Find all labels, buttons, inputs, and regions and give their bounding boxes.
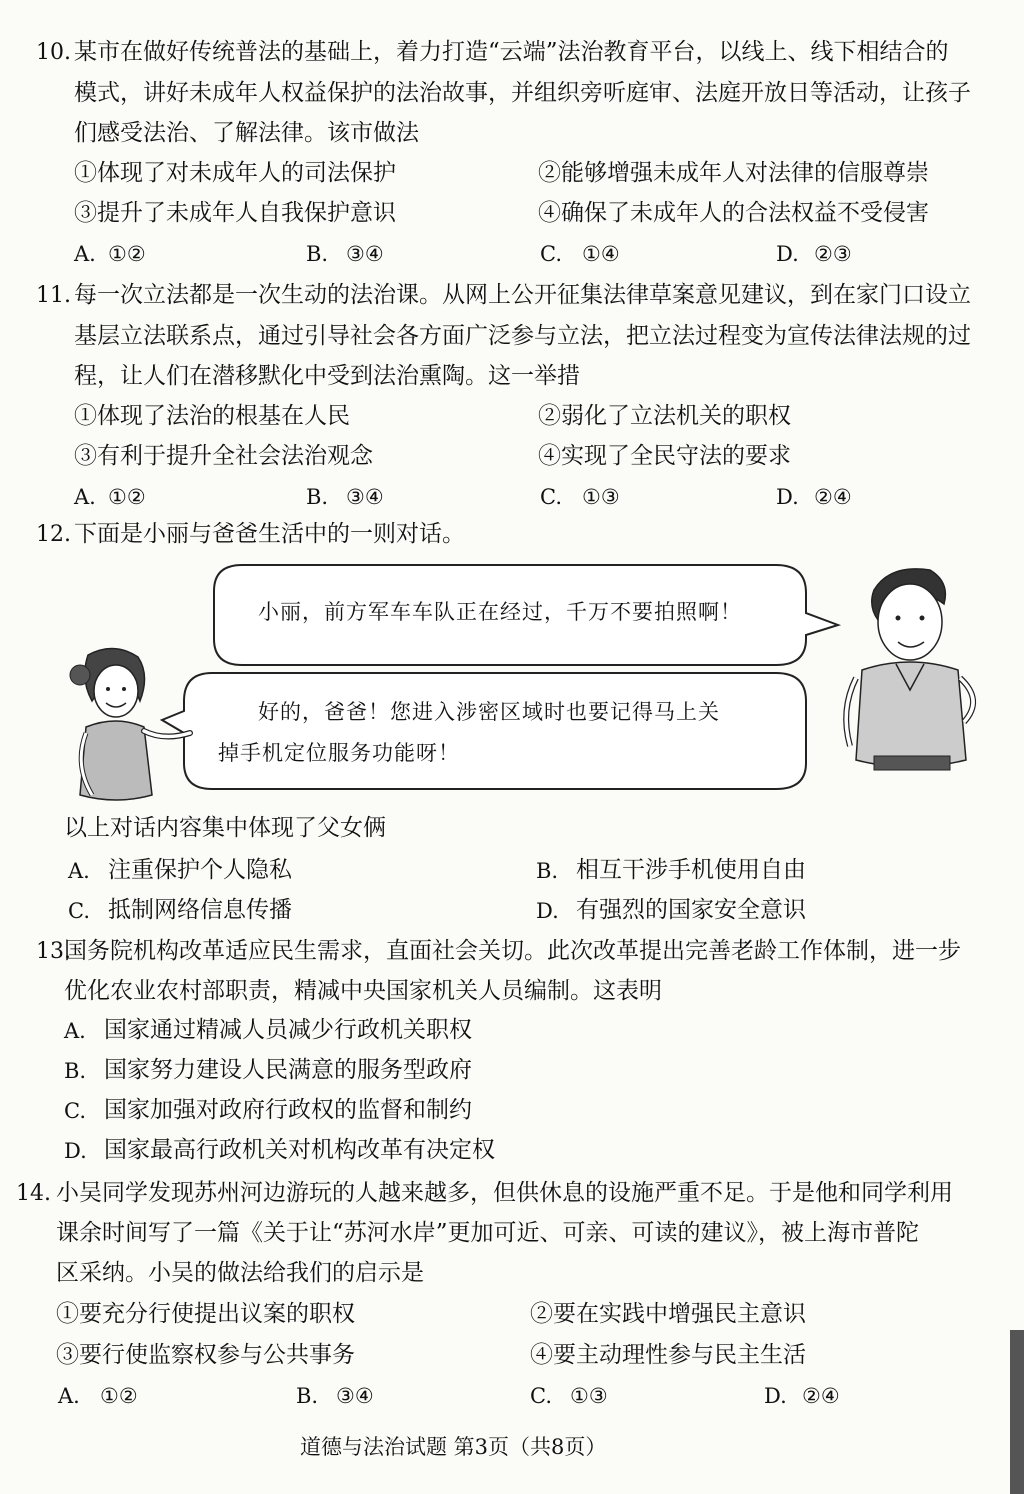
q13-number: 13. bbox=[36, 939, 71, 964]
q11-choice-a-label: A. bbox=[74, 485, 96, 509]
q13-choice-d: 国家最高行政机关对机构改革有决定权 bbox=[104, 1137, 495, 1163]
daughter-speech-text-1: 好的，爸爸！您进入涉密区域时也要记得马上关 bbox=[258, 700, 720, 724]
q10-choice-c-label: C. bbox=[540, 242, 562, 266]
father-speech-text: 小丽，前方军车车队正在经过，千万不要拍照啊！ bbox=[258, 600, 742, 624]
q13-line-1: 国务院机构改革适应民生需求，直面社会关切。此次改革提出完善老龄工作体制，进一步 bbox=[64, 938, 961, 964]
page-footer: 道德与法治试题 第3页（共8页） bbox=[300, 1435, 607, 1459]
q10-line-3: 们感受法治、了解法律。该市做法 bbox=[74, 120, 419, 146]
girl-illustration bbox=[40, 645, 200, 820]
q10-item-4: ④确保了未成年人的合法权益不受侵害 bbox=[538, 200, 929, 226]
q10-item-2: ②能够增强未成年人对法律的信服尊崇 bbox=[538, 160, 929, 186]
q14-choice-d-label: D. bbox=[764, 1384, 787, 1408]
q11-item-2: ②弱化了立法机关的职权 bbox=[538, 403, 791, 429]
q12-choice-d-label: D. bbox=[536, 899, 559, 923]
q12-choice-c-label: C. bbox=[68, 899, 90, 923]
q14-choice-b-label: B. bbox=[296, 1384, 319, 1408]
q12-number: 12. bbox=[36, 522, 71, 547]
q11-item-1: ①体现了法治的根基在人民 bbox=[74, 403, 350, 429]
q11-choice-d: ②④ bbox=[814, 485, 852, 509]
q11-choice-c-label: C. bbox=[540, 485, 562, 509]
q13-choice-a-label: A. bbox=[64, 1019, 86, 1043]
q14-item-2: ②要在实践中增强民主意识 bbox=[530, 1301, 806, 1327]
q13-line-2: 优化农业农村部职责，精减中央国家机关人员编制。这表明 bbox=[64, 978, 662, 1004]
q10-line-2: 模式，讲好未成年人权益保护的法治故事，并组织旁听庭审、法庭开放日等活动，让孩子 bbox=[74, 80, 971, 106]
q11-line-3: 程，让人们在潜移默化中受到法治熏陶。这一举措 bbox=[74, 363, 580, 389]
q10-number: 10. bbox=[36, 40, 71, 65]
q12-stem: 以上对话内容集中体现了父女俩 bbox=[64, 815, 386, 841]
q10-choice-a: ①② bbox=[108, 242, 146, 266]
father-illustration bbox=[834, 560, 994, 785]
q10-item-3: ③提升了未成年人自我保护意识 bbox=[74, 200, 396, 226]
q13-choice-b-label: B. bbox=[64, 1059, 87, 1083]
q14-line-1: 小吴同学发现苏州河边游玩的人越来越多，但供休息的设施严重不足。于是他和同学利用 bbox=[56, 1180, 953, 1206]
q14-item-4: ④要主动理性参与民主生活 bbox=[530, 1342, 806, 1368]
q11-item-4: ④实现了全民守法的要求 bbox=[538, 443, 791, 469]
q11-choice-b-label: B. bbox=[306, 485, 329, 509]
q11-line-1: 每一次立法都是一次生动的法治课。从网上公开征集法律草案意见建议，到在家门口设立 bbox=[74, 282, 971, 308]
q12-intro: 下面是小丽与爸爸生活中的一则对话。 bbox=[74, 521, 465, 547]
q14-number: 14. bbox=[16, 1181, 51, 1206]
q14-choice-d: ②④ bbox=[802, 1384, 840, 1408]
q12-choice-b: 相互干涉手机使用自由 bbox=[576, 857, 806, 883]
scan-edge-shadow bbox=[1010, 1330, 1024, 1494]
q12-choice-c: 抵制网络信息传播 bbox=[108, 897, 292, 923]
q11-choice-c: ①③ bbox=[582, 485, 620, 509]
q11-choice-d-label: D. bbox=[776, 485, 799, 509]
q14-choice-a-label: A. bbox=[58, 1384, 80, 1408]
q12-choice-b-label: B. bbox=[536, 859, 559, 883]
q11-choice-a: ①② bbox=[108, 485, 146, 509]
q13-choice-b: 国家努力建设人民满意的服务型政府 bbox=[104, 1057, 472, 1083]
q12-choice-a: 注重保护个人隐私 bbox=[108, 857, 292, 883]
q10-choice-c: ①④ bbox=[582, 242, 620, 266]
q14-line-2: 课余时间写了一篇《关于让“苏河水岸”更加可近、可亲、可读的建议》，被上海市普陀 bbox=[56, 1220, 920, 1246]
q10-choice-a-label: A. bbox=[74, 242, 96, 266]
q14-choice-a: ①② bbox=[100, 1384, 138, 1408]
q11-choice-b: ③④ bbox=[346, 485, 384, 509]
q14-item-1: ①要充分行使提出议案的职权 bbox=[56, 1301, 355, 1327]
q11-line-2: 基层立法联系点，通过引导社会各方面广泛参与立法，把立法过程变为宣传法律法规的过 bbox=[74, 323, 971, 349]
q10-line-1: 某市在做好传统普法的基础上，着力打造“云端”法治教育平台，以线上、线下相结合的 bbox=[74, 39, 949, 65]
q11-item-3: ③有利于提升全社会法治观念 bbox=[74, 443, 373, 469]
q10-choice-b-label: B. bbox=[306, 242, 329, 266]
q13-choice-a: 国家通过精减人员减少行政机关职权 bbox=[104, 1017, 472, 1043]
q14-line-3: 区采纳。小吴的做法给我们的启示是 bbox=[56, 1260, 424, 1286]
q14-choice-b: ③④ bbox=[336, 1384, 374, 1408]
q14-choice-c: ①③ bbox=[570, 1384, 608, 1408]
q13-choice-d-label: D. bbox=[64, 1139, 87, 1163]
q12-choice-d: 有强烈的国家安全意识 bbox=[576, 897, 806, 923]
q10-choice-d-label: D. bbox=[776, 242, 799, 266]
q10-choice-d: ②③ bbox=[814, 242, 852, 266]
q12-choice-a-label: A. bbox=[68, 859, 90, 883]
daughter-speech-text-2: 掉手机定位服务功能呀！ bbox=[218, 741, 460, 765]
q14-choice-c-label: C. bbox=[530, 1384, 552, 1408]
q13-choice-c: 国家加强对政府行政权的监督和制约 bbox=[104, 1097, 472, 1123]
q13-choice-c-label: C. bbox=[64, 1099, 86, 1123]
q10-choice-b: ③④ bbox=[346, 242, 384, 266]
q10-item-1: ①体现了对未成年人的司法保护 bbox=[74, 160, 396, 186]
q11-number: 11. bbox=[36, 283, 71, 308]
q14-item-3: ③要行使监察权参与公共事务 bbox=[56, 1342, 355, 1368]
daughter-speech-bubble bbox=[162, 673, 806, 789]
